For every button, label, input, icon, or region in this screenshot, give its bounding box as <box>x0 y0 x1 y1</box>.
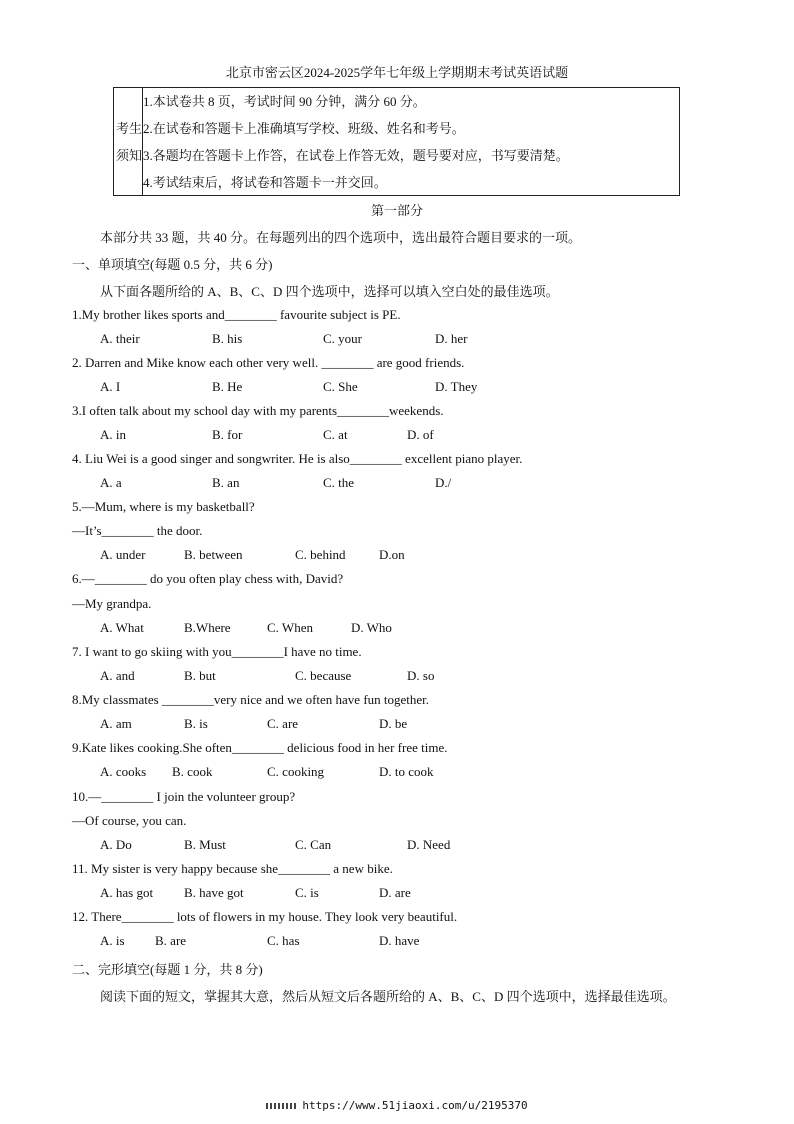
question-text: 2. Darren and Mike know each other very well. ________ are good friends. <box>72 355 465 370</box>
option-d: D. so <box>407 668 435 683</box>
option-c: C. When <box>267 620 313 635</box>
option-d: D. be <box>379 716 408 731</box>
option-b: B. is <box>184 716 208 731</box>
notice-side-label-1: 考生 <box>116 121 143 136</box>
option-a: A. am <box>100 716 132 731</box>
option-a: A. a <box>100 475 122 490</box>
option-b: B. an <box>212 475 240 490</box>
question-text: 1.My brother likes sports and________ favourite subject is PE. <box>72 307 401 322</box>
question-text: —My grandpa. <box>72 596 152 611</box>
option-a: A. their <box>100 331 140 346</box>
question-text: 11. My sister is very happy because she________ a new bike. <box>72 861 393 876</box>
option-d: D. are <box>379 885 411 900</box>
notice-item: 1.本试卷共 8 页，考试时间 90 分钟，满分 60 分。 <box>143 94 426 109</box>
notice-item: 3.各题均在答题卡上作答，在试卷上作答无效，题号要对应，书写要清楚。 <box>143 148 569 163</box>
exam-title: 北京市密云区2024-2025学年七年级上学期期末考试英语试题 <box>225 65 569 80</box>
option-c: C. because <box>295 668 352 683</box>
option-a: A. is <box>100 933 125 948</box>
notice-side-label <box>114 88 143 195</box>
part-intro: 本部分共 33 题，共 40 分。在每题列出的四个选项中，选出最符合题目要求的一项。 <box>100 230 582 245</box>
question-text: 3.I often talk about my school day with my parents________weekends. <box>72 403 444 418</box>
option-c: C. at <box>323 427 348 442</box>
option-d: D.on <box>379 547 405 562</box>
option-a: A. What <box>100 620 144 635</box>
option-d: D. Need <box>407 837 451 852</box>
option-b: B. cook <box>172 764 213 779</box>
option-d: D. have <box>379 933 420 948</box>
option-b: B. He <box>212 379 243 394</box>
option-b: B. for <box>212 427 243 442</box>
option-c: C. your <box>323 331 362 346</box>
option-a: A. in <box>100 427 126 442</box>
option-a: A. has got <box>100 885 154 900</box>
part-title: 第一部分 <box>370 203 423 218</box>
option-b: B.Where <box>184 620 231 635</box>
option-b: B. between <box>184 547 243 562</box>
question-text: 10.—________ I join the volunteer group? <box>72 789 296 804</box>
option-c: C. the <box>323 475 355 490</box>
option-c: C. behind <box>295 547 346 562</box>
notice-box <box>113 87 680 196</box>
option-c: C. She <box>323 379 358 394</box>
notice-side-label-2: 须知 <box>116 148 143 163</box>
option-b: B. are <box>155 933 187 948</box>
watermark-logo-icon <box>266 1103 296 1109</box>
option-b: B. but <box>184 668 216 683</box>
option-d: D. of <box>407 427 434 442</box>
question-text: —Of course, you can. <box>72 813 187 828</box>
option-a: A. cooks <box>100 764 147 779</box>
option-d: D. They <box>435 379 478 394</box>
option-c: C. is <box>295 885 319 900</box>
question-text: 8.My classmates ________very nice and we often have fun together. <box>72 692 430 707</box>
footer-watermark <box>0 1099 794 1112</box>
question-text: 4. Liu Wei is a good singer and songwriter. He is also________ excellent piano player. <box>72 451 523 466</box>
section2-heading: 二、完形填空(每题 1 分，共 8 分) <box>72 962 263 977</box>
option-c: C. are <box>267 716 299 731</box>
option-b: B. have got <box>184 885 244 900</box>
option-b: B. his <box>212 331 243 346</box>
notice-item: 4.考试结束后，将试卷和答题卡一并交回。 <box>143 175 387 190</box>
section1-heading: 一、单项填空(每题 0.5 分，共 6 分) <box>72 257 273 272</box>
option-b: B. Must <box>184 837 226 852</box>
question-text: 9.Kate likes cooking.She often________ delicious food in her free time. <box>72 740 448 755</box>
option-a: A. under <box>100 547 146 562</box>
option-d: D. to cook <box>379 764 434 779</box>
option-d: D./ <box>435 475 452 490</box>
option-d: D. Who <box>351 620 392 635</box>
option-c: C. Can <box>295 837 332 852</box>
section2-instruction: 阅读下面的短文，掌握其大意，然后从短文后各题所给的 A、B、C、D 四个选项中，选择最佳选项。 <box>100 989 676 1004</box>
option-a: A. I <box>100 379 121 394</box>
section1-instruction: 从下面各题所给的 A、B、C、D 四个选项中，选择可以填入空白处的最佳选项。 <box>100 284 559 299</box>
option-c: C. has <box>267 933 300 948</box>
footer-url[interactable]: https://www.51jiaoxi.com/u/2195370 <box>302 1099 528 1112</box>
question-text: —It’s________ the door. <box>72 523 203 538</box>
option-a: A. Do <box>100 837 132 852</box>
option-c: C. cooking <box>267 764 325 779</box>
question-text: 6.—________ do you often play chess with, David? <box>72 571 344 586</box>
option-a: A. and <box>100 668 135 683</box>
question-text: 7. I want to go skiing with you________I have no time. <box>72 644 362 659</box>
option-d: D. her <box>435 331 468 346</box>
question-text: 12. There________ lots of flowers in my house. They look very beautiful. <box>72 909 458 924</box>
question-text: 5.—Mum, where is my basketball? <box>72 499 255 514</box>
notice-item: 2.在试卷和答题卡上准确填写学校、班级、姓名和考号。 <box>143 121 465 136</box>
